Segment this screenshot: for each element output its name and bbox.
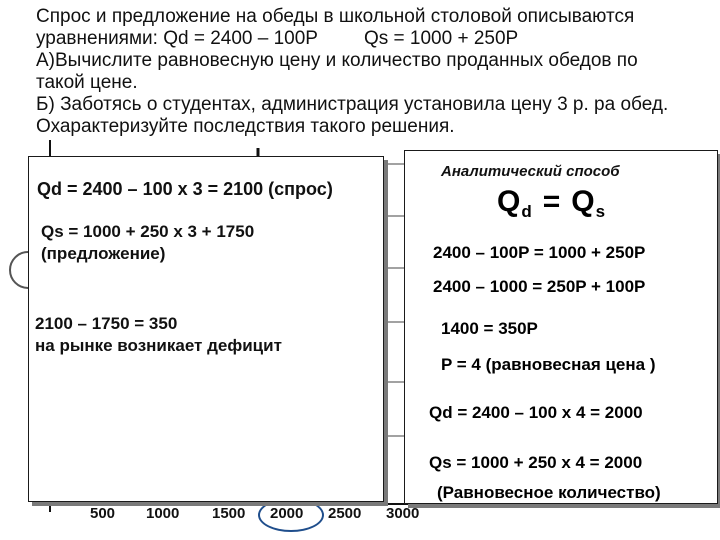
solution-step: Qd = 2400 – 100 х 4 = 2000: [429, 403, 643, 422]
solution-step: 1400 = 350P: [441, 319, 538, 338]
supply-calc-line: Qs = 1000 + 250 х 3 + 1750: [41, 222, 255, 241]
deficit-conclusion: на рынке возникает дефицит: [35, 336, 282, 355]
supply-equation: Qs = 1000 + 250P: [363, 28, 519, 49]
equilibrium-condition: [497, 185, 606, 222]
q-subscript: s: [595, 202, 607, 221]
q-subscript: d: [521, 202, 533, 221]
x-tick-label: 3000: [386, 505, 420, 522]
supply-calculation: [41, 221, 254, 265]
solution-step: 2400 – 100P = 1000 + 250P: [433, 243, 646, 262]
solution-step: 2400 – 1000 = 250P + 100P: [433, 277, 646, 296]
task-text: [36, 6, 716, 138]
deficit-calculation: [35, 313, 282, 357]
circle-fragment: [10, 252, 28, 288]
task-line: Спрос и предложение на обеды в школьной столовой описываются: [36, 6, 635, 27]
equals-sign: =: [542, 185, 562, 218]
demand-equation: уравнениями: Qd = 2400 – 100P: [36, 28, 318, 49]
x-tick-label: 500: [90, 505, 116, 522]
equilibrium-price: P = 4 (равновесная цена ): [441, 355, 656, 374]
x-tick-label: 1500: [212, 505, 246, 522]
x-tick-label: 2000: [270, 505, 304, 522]
panel-title: Аналитический способ: [441, 163, 620, 180]
task-line: Охарактеризуйте последствия такого решения.: [36, 116, 455, 137]
solution-step: Qs = 1000 + 250 х 4 = 2000: [429, 453, 643, 472]
task-line-equations: [36, 28, 716, 50]
equilibrium-quantity-label: (Равновесное количество): [437, 483, 661, 502]
analytic-method-panel: [404, 150, 718, 504]
demand-calculation: Qd = 2400 – 100 х 3 = 2100 (спрос): [37, 179, 333, 199]
task-line: А)Вычислите равновесную цену и количество проданных обедов по: [36, 50, 638, 71]
task-line: Б) Заботясь о студентах, администрация установила цену 3 р. ра обед.: [36, 94, 669, 115]
deficit-calc-line: 2100 – 1750 = 350: [35, 314, 178, 333]
x-tick-label: 2500: [328, 505, 362, 522]
supply-calc-note: (предложение): [41, 244, 166, 263]
q-letter: Q: [497, 185, 522, 218]
q-letter: Q: [571, 185, 596, 218]
x-tick-label: 1000: [146, 505, 180, 522]
task-line: такой цене.: [36, 72, 138, 93]
price-control-panel: [28, 156, 384, 502]
